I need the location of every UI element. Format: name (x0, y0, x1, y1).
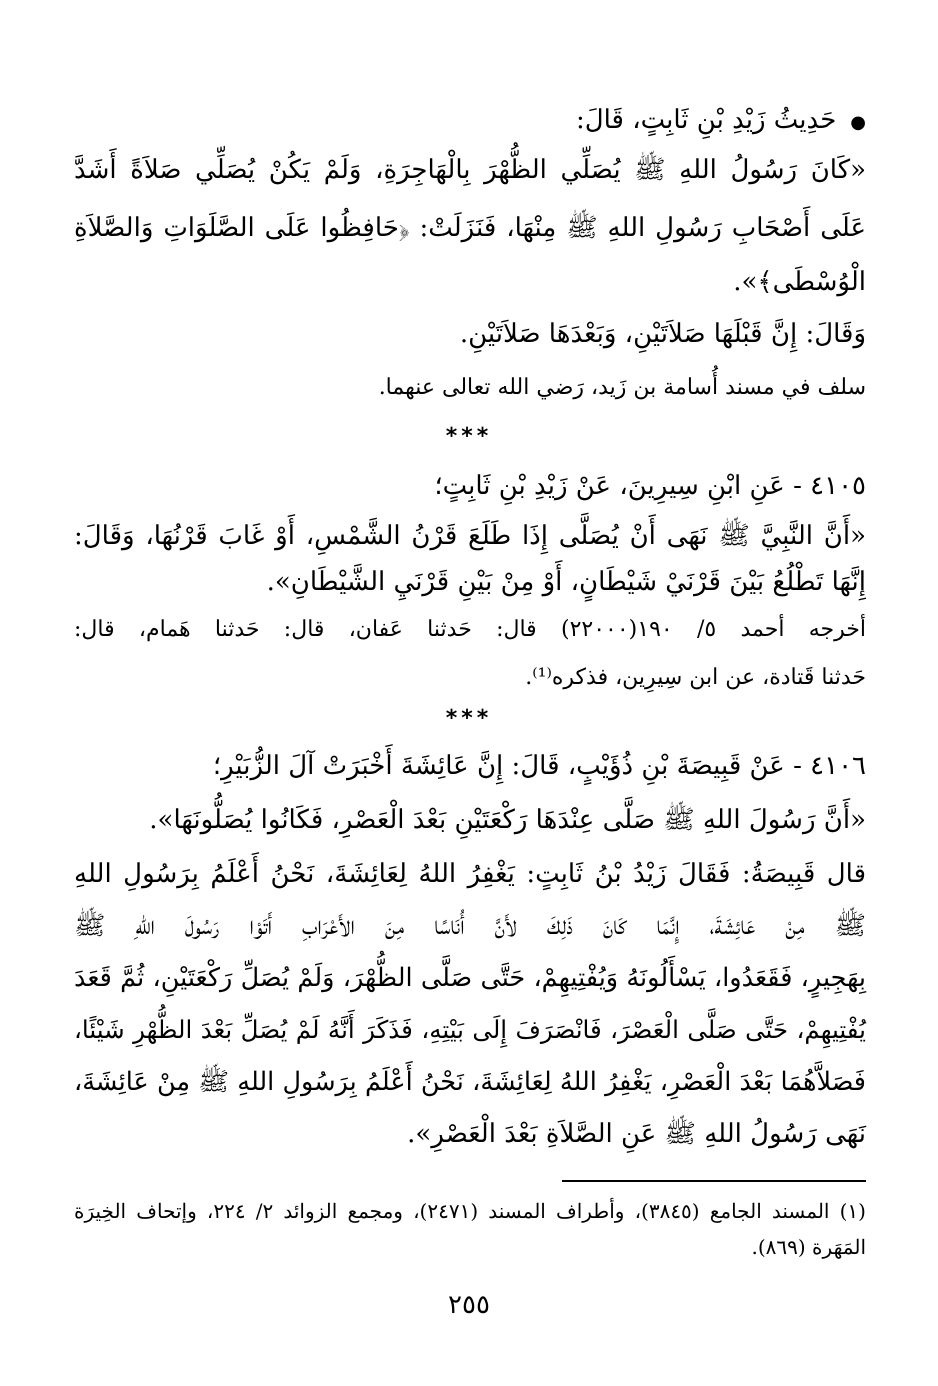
section-heading: ٤١٠٦ - عَنْ قَبِيصَةَ بْنِ ذُؤَيْبٍ، قَالَ: إِنَّ عَائِشَةَ أَخْبَرَتْ آلَ الزُّبَيْرِ؛ (212, 751, 866, 781)
section-heading: ٤١٠٥ - عَنِ ابْنِ سِيرِينَ، عَنْ زَيْدِ بْنِ ثَابِتٍ؛ (434, 471, 866, 501)
qala-line: وَقَالَ: إِنَّ قَبْلَهَا صَلاَتَيْنِ، وَبَعْدَهَا صَلاَتَيْنِ. (459, 319, 866, 349)
cross-reference-note: سلف في مسند أُسامة بن زَيد، رَضي الله تعالى عنهما. (378, 375, 866, 400)
body-line: فَصَلاَّهُمَا بَعْدَ الْعَصْرِ، يَغْفِرُ اللهُ لِعَائِشَةَ، نَحْنُ أَعْلَمُ بِرَسُولِ اللهِ ﷺ مِنْ عَائِشَةَ، (74, 1067, 866, 1097)
page-number: ٢٥٥ (448, 1290, 490, 1320)
hadith-line: «كَانَ رَسُولُ اللهِ ﷺ يُصَلِّي الظُّهْرَ بِالْهَاجِرَةِ، وَلَمْ يَكُنْ يُصَلِّي صَلاَةً أَشَدَّ (74, 155, 866, 185)
footnote-rule (562, 1180, 866, 1182)
hadith-line: عَلَى أَصْحَابِ رَسُولِ اللهِ ﷺ مِنْهَا، فَنَزَلَتْ: ﴿حَافِظُوا عَلَى الصَّلَوَاتِ وَالصَّلاَةِ (74, 213, 866, 243)
heading-text: حَدِيثُ زَيْدِ بْنِ ثَابِتٍ، قَالَ: (575, 105, 837, 135)
hadith-line: «أَنَّ النَّبِيَّ ﷺ نَهَى أَنْ يُصَلَّى إِذَا طَلَعَ قَرْنُ الشَّمْسِ، أَوْ غَابَ قَرْنُهَا، وَقَالَ: (74, 521, 866, 551)
bullet-icon: ● (850, 112, 866, 133)
hadith-line: الْوُسْطَى﴾». (733, 267, 866, 297)
footnote-line: (١) المسند الجامع (٣٨٤٥)، وأطراف المسند (٢٤٧١)، ومجمع الزوائد ٢/ ٢٢٤، وإتحاف الخِيرَة (74, 1199, 866, 1223)
body-line: قال قَبِيصَةُ: فَقَالَ زَيْدُ بْنُ ثَابِتٍ: يَغْفِرُ اللهُ لِعَائِشَةَ، نَحْنُ أَعْلَمُ بِرَسُولِ اللهِ (74, 859, 866, 889)
separator: *** (445, 424, 493, 449)
body-line: نَهَى رَسُولُ اللهِ ﷺ عَنِ الصَّلاَةِ بَعْدَ الْعَصْرِ». (407, 1119, 866, 1149)
source-line: حَدثنا قَتادة، عن ابن سِيرِين، فذكره⁽¹⁾. (525, 665, 866, 690)
section-heading (74, 100, 866, 143)
hadith-line: إِنَّهَا تَطْلُعُ بَيْنَ قَرْنَيْ شَيْطَانٍ، أَوْ مِنْ بَيْنِ قَرْنَيِ الشَّيْطَانِ». (266, 567, 866, 597)
separator: *** (445, 706, 493, 731)
footnote-line: المَهَرة (٨٦٩). (751, 1235, 866, 1259)
hadith-line: «أَنَّ رَسُولَ اللهِ ﷺ صَلَّى عِنْدَهَا رَكْعَتَيْنِ بَعْدَ الْعَصْرِ، فَكَانُوا يُصَلُّونَهَا». (149, 805, 866, 835)
body-line: يُفْتِيهِمْ، حَتَّى صَلَّى الْعَصْرَ، فَانْصَرَفَ إِلَى بَيْتِهِ، فَذَكَرَ أَنَّهُ لَمْ يُصَلِّ بَعْدَ الظُّهْرِ شَيْئًا، (74, 1015, 866, 1044)
source-line: أخرجه أحمد ٥/ ١٩٠(٢٢٠٠٠) قال: حَدثنا عَفان، قال: حَدثنا هَمام، قال: (74, 617, 867, 642)
body-line: بِهَجِيرٍ، فَقَعَدُوا، يَسْأَلُونَهُ وَيُفْتِيهِمْ، حَتَّى صَلَّى الظُّهْرَ، وَلَمْ يُصَلِّ رَكْعَتَيْنِ، ثُمَّ قَعَدَ (74, 963, 866, 993)
body-line: ﷺ مِنْ عَائِشَةَ، إِنَّمَا كَانَ ذَلِكَ لأَنَّ أُنَاسًا مِنَ الأَعْرَابِ أَتَوْا رَسُولَ اللهِ ﷺ (74, 911, 866, 941)
